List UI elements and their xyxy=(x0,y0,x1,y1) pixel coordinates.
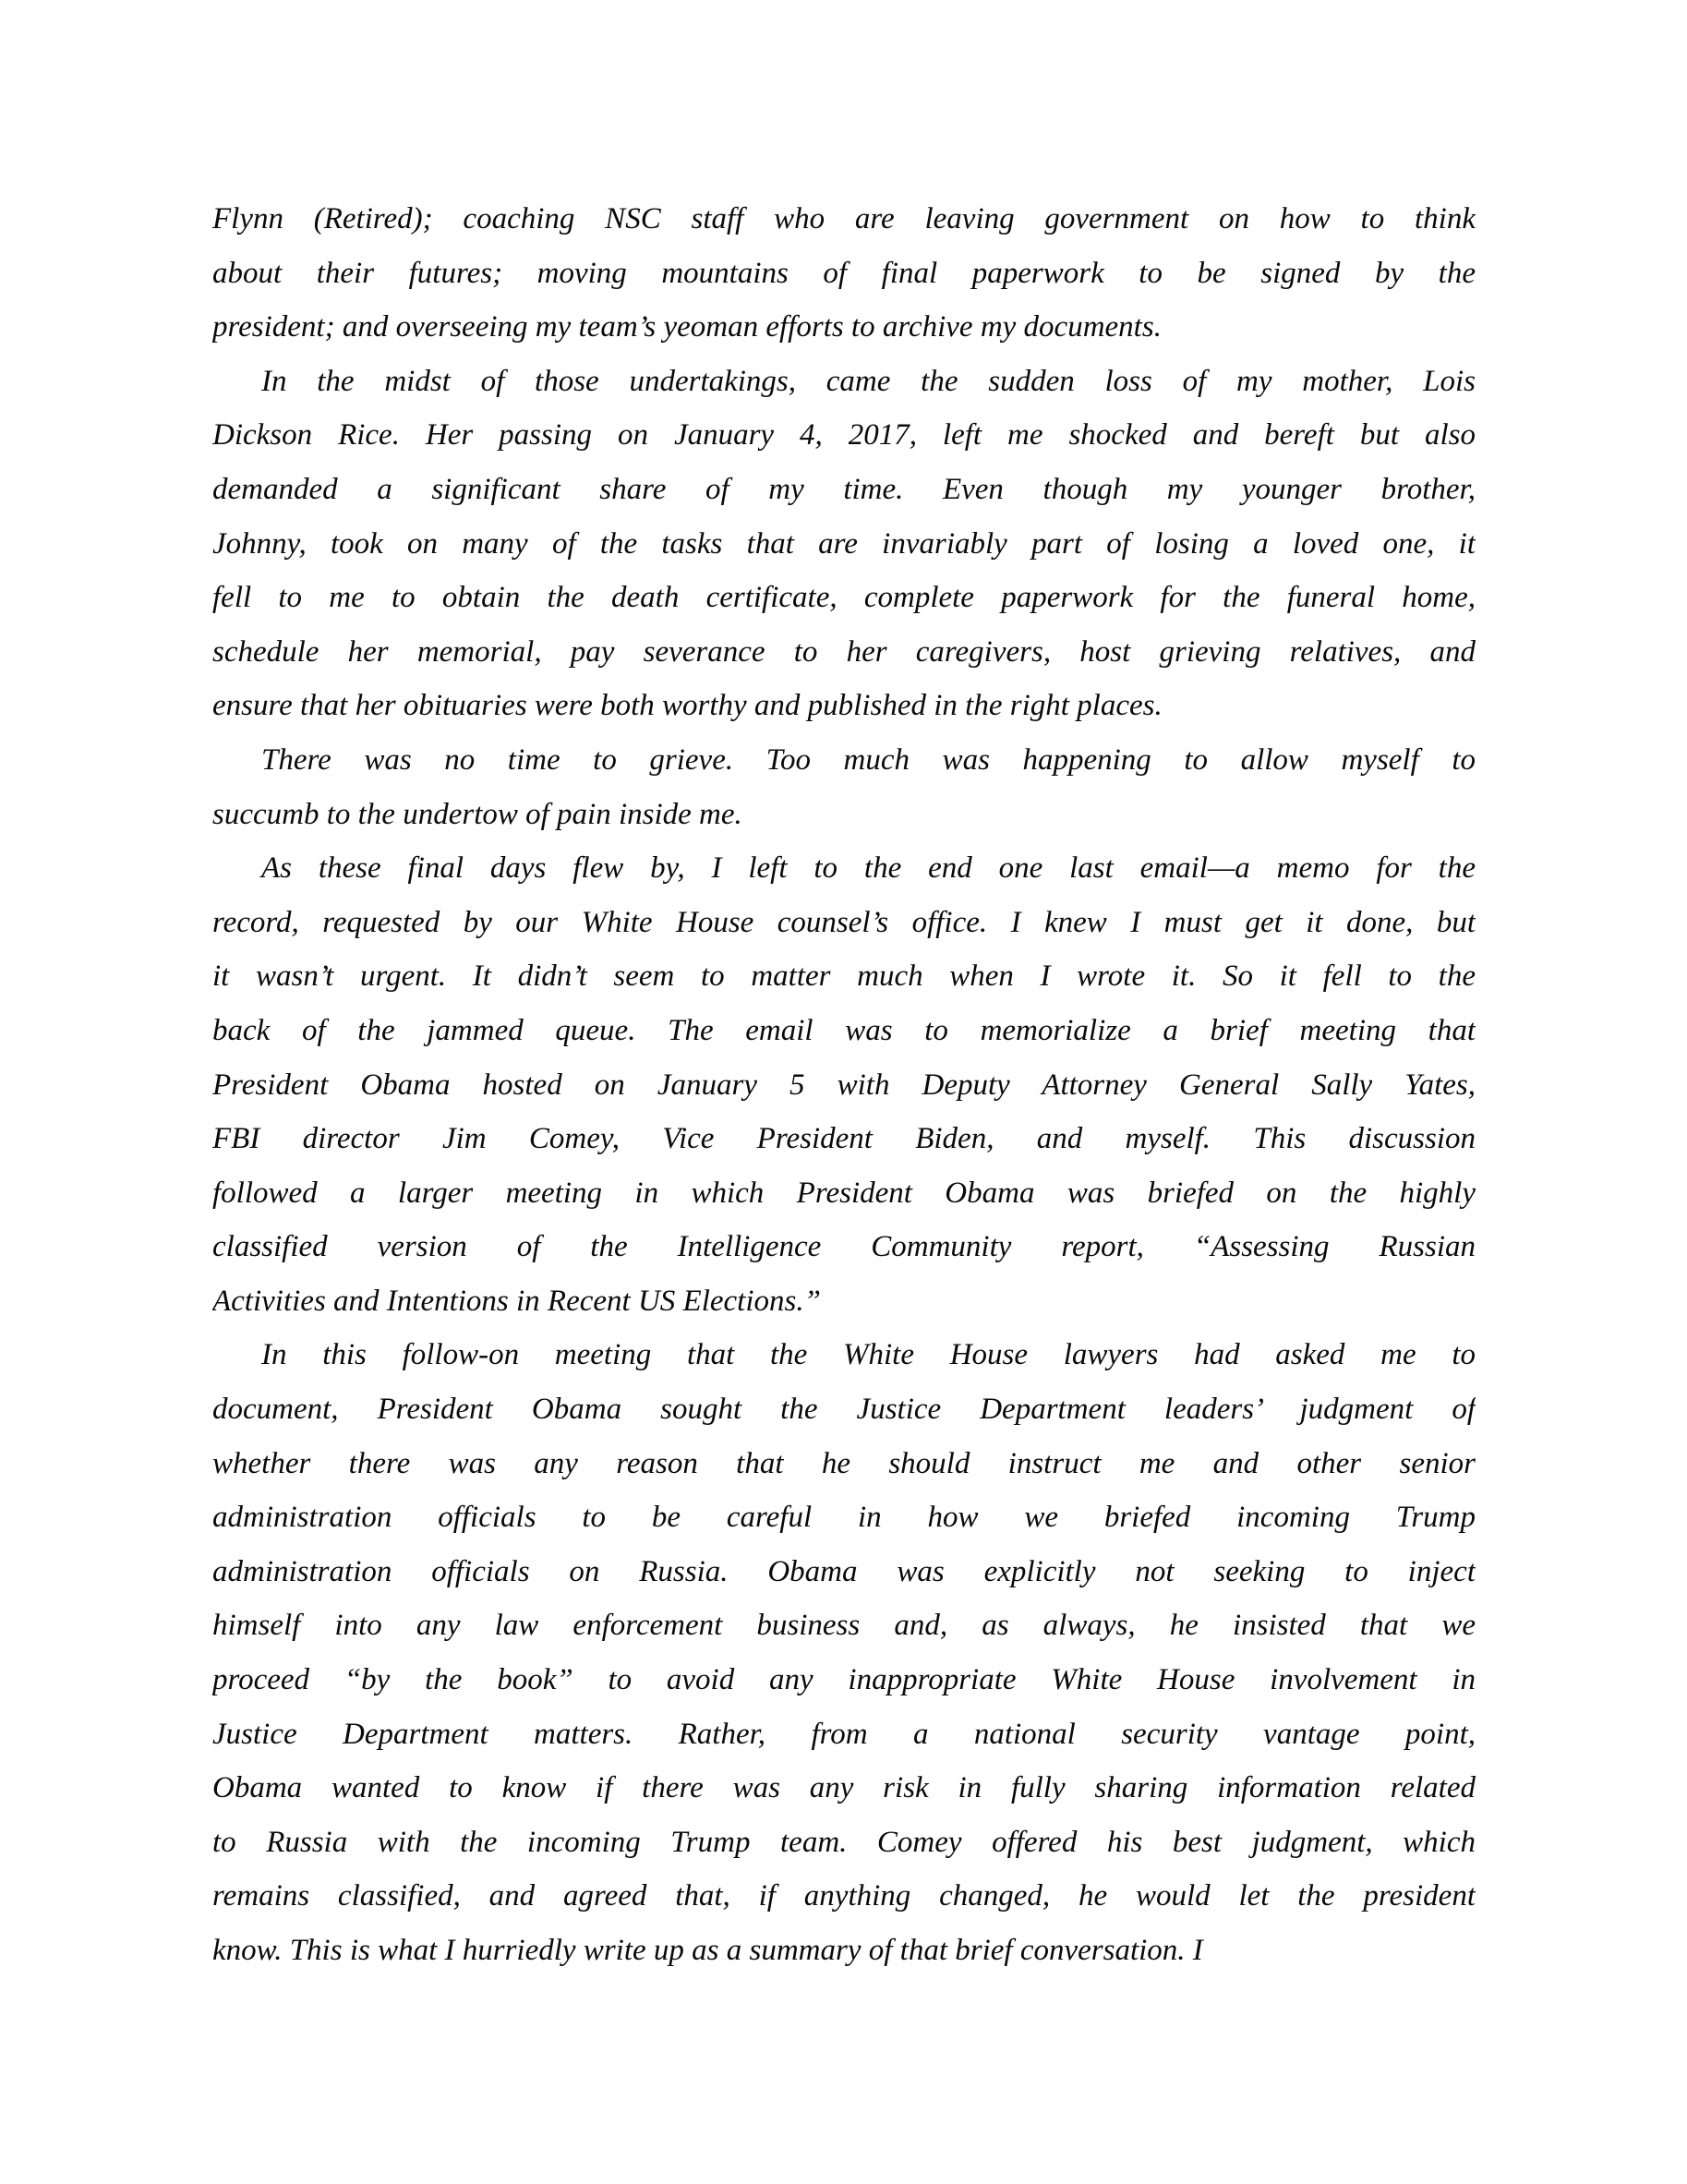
text-line: remains classified, and agreed that, if anything changed, he would let the president xyxy=(212,1879,1476,1913)
text-line: it wasn’t urgent. It didn’t seem to matter much when I wrote it. So it fell to the xyxy=(212,959,1476,994)
text-line: fell to me to obtain the death certificate, complete paperwork for the funeral home, xyxy=(212,581,1476,615)
text-line: Obama wanted to know if there was any risk in fully sharing information related xyxy=(212,1771,1476,1805)
paragraph xyxy=(212,1328,1476,1977)
paragraph xyxy=(212,192,1476,355)
text-line: FBI director Jim Comey, Vice President Biden, and myself. This discussion xyxy=(212,1122,1476,1156)
text-line: Dickson Rice. Her passing on January 4, 2017, left me shocked and bereft but also xyxy=(212,418,1476,452)
text-line: record, requested by our White House counsel’s office. I knew I must get it done, but xyxy=(212,905,1476,939)
text-line: about their futures; moving mountains of final paperwork to be signed by the xyxy=(212,256,1476,290)
text-line: classified version of the Intelligence Community report, “Assessing Russian xyxy=(212,1230,1476,1264)
text-line: Flynn (Retired); coaching NSC staff who are leaving government on how to think xyxy=(212,202,1476,235)
text-line: As these final days flew by, I left to the end one last email—a memo for the xyxy=(261,851,1476,886)
text-line: document, President Obama sought the Justice Department leaders’ judgment of xyxy=(212,1393,1476,1427)
text-line: administration officials on Russia. Obama was explicitly not seeking to inject xyxy=(212,1554,1476,1588)
text-line: to Russia with the incoming Trump team. Comey offered his best judgment, which xyxy=(212,1825,1476,1859)
paragraph xyxy=(212,355,1476,733)
text-line: Justice Department matters. Rather, from a national security vantage point, xyxy=(212,1717,1476,1751)
text-line: himself into any law enforcement business and, as always, he insisted that we xyxy=(212,1609,1476,1643)
text-line: back of the jammed queue. The email was to memorialize a brief meeting that xyxy=(212,1013,1476,1047)
text-line: whether there was any reason that he should instruct me and other senior xyxy=(212,1446,1476,1480)
paragraph xyxy=(212,841,1476,1328)
text-line: proceed “by the book” to avoid any inappropriate White House involvement in xyxy=(212,1663,1476,1697)
text-line: know. This is what I hurriedly write up as a summary of that brief conversation. I xyxy=(212,1934,1203,1967)
text-line: followed a larger meeting in which President Obama was briefed on the highly xyxy=(212,1176,1476,1210)
text-line: In the midst of those undertakings, came the sudden loss of my mother, Lois xyxy=(261,364,1476,398)
text-line: Activities and Intentions in Recent US Elections.” xyxy=(212,1284,821,1318)
text-line: ensure that her obituaries were both worthy and published in the right places. xyxy=(212,689,1163,723)
page-text-block xyxy=(212,192,1476,1978)
text-line: In this follow-on meeting that the White House lawyers had asked me to xyxy=(261,1338,1476,1372)
text-line: president; and overseeing my team’s yeoman efforts to archive my documents. xyxy=(212,310,1162,344)
text-line: There was no time to grieve. Too much was happening to allow myself to xyxy=(261,742,1476,777)
text-line: succumb to the undertow of pain inside me. xyxy=(212,797,742,831)
paragraph xyxy=(212,733,1476,841)
text-line: President Obama hosted on January 5 with Deputy Attorney General Sally Yates, xyxy=(212,1068,1476,1102)
text-line: administration officials to be careful in how we briefed incoming Trump xyxy=(212,1501,1476,1535)
text-line: schedule her memorial, pay severance to her caregivers, host grieving relatives, and xyxy=(212,634,1476,669)
text-line: Johnny, took on many of the tasks that are invariably part of losing a loved one, it xyxy=(212,526,1476,561)
text-line: demanded a significant share of my time. Even though my younger brother, xyxy=(212,472,1476,506)
